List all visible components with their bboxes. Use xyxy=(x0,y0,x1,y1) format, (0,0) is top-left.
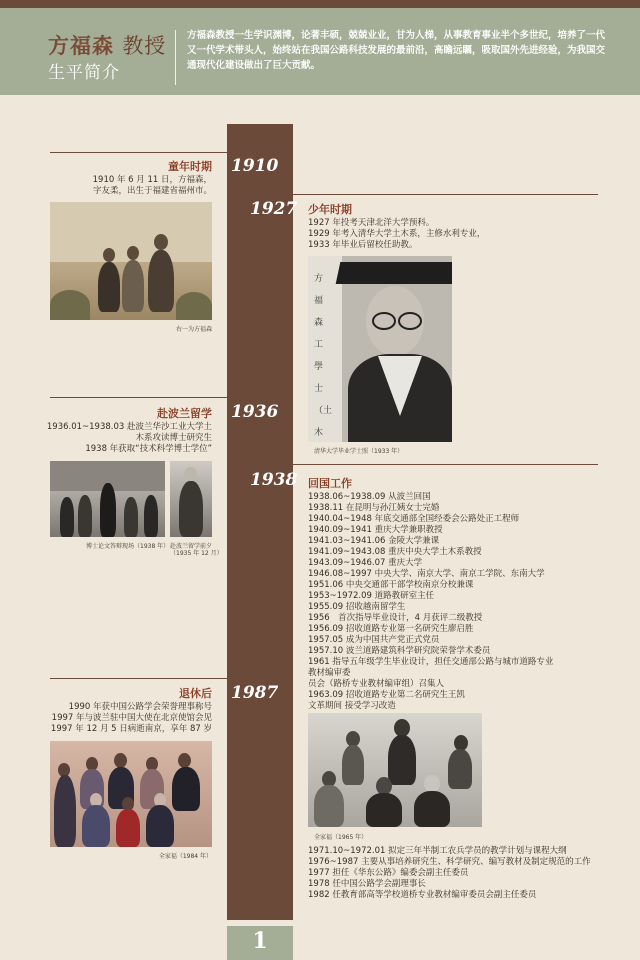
childhood-text xyxy=(50,175,212,197)
text-line: 1961 指导五年级学生毕业设计，担任交通部公路与城市道路专业 xyxy=(308,657,554,667)
family-photo-1984 xyxy=(50,741,212,847)
photo-caption: 清华大学毕业学士照（1933 年） xyxy=(314,448,404,455)
section-title-youth: 少年时期 xyxy=(308,203,352,216)
photo-caption: （1935 年 12 月） xyxy=(170,550,223,557)
graduation-photo xyxy=(308,256,452,442)
return-text xyxy=(308,492,608,712)
year-label: 1987 xyxy=(231,683,279,703)
text-line: 字友柔，出生于福建省福州市。 xyxy=(92,186,212,196)
section-rule xyxy=(293,464,598,465)
name-text: 方福森 xyxy=(48,34,114,58)
text-line: 1997 年 12 月 5 日病逝南京，享年 87 岁 xyxy=(50,724,212,734)
text-line: 1946.08~1997 中央大学、南京大学、南京工学院、东南大学 xyxy=(308,569,545,579)
defense-photo xyxy=(50,461,165,537)
year-label: 1927 xyxy=(250,199,298,219)
timeline-spine xyxy=(227,124,293,920)
text-line: 1955.09 招收越南留学生 xyxy=(308,602,406,612)
family-photo-1965 xyxy=(308,713,482,827)
text-line: 1940.09~1941 重庆大学兼职教授 xyxy=(308,525,443,535)
text-line: 1990 年获中国公路学会荣誉理事称号 xyxy=(68,702,212,712)
text-line: 1982 任教育部高等学校道桥专业教材编审委员会副主任委员 xyxy=(308,890,537,900)
photo-caption: 全家福（1965 年） xyxy=(314,834,368,841)
text-line: 1976~1987 主要从事培养研究生、科学研究、编写教材及制定规范的工作 xyxy=(308,857,591,867)
section-title-childhood: 童年时期 xyxy=(168,160,212,173)
text-line: 1936.01~1938.03 赴波兰华沙工业大学土 xyxy=(46,422,212,432)
return-text-later xyxy=(308,846,608,901)
youth-text xyxy=(308,218,608,251)
text-line: 1938 年获取“技术科学博士学位” xyxy=(85,444,212,454)
section-title-return: 回国工作 xyxy=(308,477,352,490)
text-line: 文革期间 接受学习改造 xyxy=(308,701,396,711)
text-line: 1938.06~1938.09 从波兰回国 xyxy=(308,492,431,502)
text-line: 1978 任中国公路学会副理事长 xyxy=(308,879,426,889)
year-label: 1936 xyxy=(231,402,279,422)
text-line: 1956.09 招收道路专业第一名研究生廖启胜 xyxy=(308,624,474,634)
intro-paragraph: 方福森教授一生学识渊博，论著丰硕，兢兢业业，甘为人梯，从事教育事业半个多世纪，培养了一代又一代学术带头人，始终站在我国公路科技发展的最前沿，高瞻远瞩，吸取国外先进经验，为我国交通现代化建设做出了巨大贡献。 xyxy=(187,30,606,71)
header-band xyxy=(0,8,640,95)
text-line: 1927 年投考天津北洋大学预科。 xyxy=(308,218,435,228)
page-number-box xyxy=(227,926,293,960)
page-subtitle: 生平简介 xyxy=(48,63,120,83)
section-title-retire: 退休后 xyxy=(179,687,212,700)
text-line: 教材编审委 xyxy=(308,668,351,678)
text-line: 1933 年毕业后留校任助教。 xyxy=(308,240,418,250)
section-title-poland: 赴波兰留学 xyxy=(157,407,212,420)
childhood-photo xyxy=(50,202,212,320)
poland-text xyxy=(40,422,212,455)
section-rule xyxy=(50,397,227,398)
text-line: 1941.03~1941.06 金陵大学兼课 xyxy=(308,536,440,546)
year-label: 1938 xyxy=(250,470,298,490)
text-line: 1941.09~1943.08 重庆中央大学土木系教授 xyxy=(308,547,482,557)
text-line: 1943.09~1946.07 重庆大学 xyxy=(308,558,423,568)
photo-caption: 博士论文答辩现场（1938 年） xyxy=(86,543,170,550)
portrait-photo xyxy=(170,461,212,537)
text-line: 1957.05 成为中国共产党正式党员 xyxy=(308,635,440,645)
header-divider xyxy=(175,30,176,85)
text-line: 1910 年 6 月 11 日，方福森， xyxy=(92,175,212,185)
section-rule xyxy=(293,194,598,195)
text-line: 1940.04~1948 年底交通部全国经委会公路处正工程师 xyxy=(308,514,520,524)
photo-inscription: 方福森工學士（土木 xyxy=(314,274,333,438)
page-title xyxy=(48,30,166,60)
text-line: 1997 年与波兰驻中国大使在北京使馆会见 xyxy=(51,713,212,723)
text-line: 1963.09 招收道路专业第二名研究生王凯 xyxy=(308,690,465,700)
text-line: 员会（路桥专业教材编审组）召集人 xyxy=(308,679,445,689)
text-line: 1971.10~1972.01 拟定三年半制工农兵学员的教学计划与课程大纲 xyxy=(308,846,567,856)
top-strip xyxy=(0,0,640,8)
text-line: 1977 担任《华东公路》编委会副主任委员 xyxy=(308,868,469,878)
photo-caption: 赴波兰留学前夕 xyxy=(170,543,213,550)
text-line: 1938.11 在昆明与孙江姨女士完婚 xyxy=(308,503,440,513)
text-line: 1929 年考入清华大学土木系，主修水利专业， xyxy=(308,229,486,239)
text-line: 1956 首次指导毕业设计，4 月获评二级教授 xyxy=(308,613,483,623)
text-line: 1957.10 波兰道路建筑科学研究院荣誉学术委员 xyxy=(308,646,491,656)
text-line: 1953~1972.09 道路教研室主任 xyxy=(308,591,435,601)
retire-text xyxy=(40,702,212,735)
section-rule xyxy=(50,678,227,679)
photo-caption: 右一为方福森 xyxy=(175,326,212,333)
role-text: 教授 xyxy=(122,34,167,58)
text-line: 木系攻读博士研究生 xyxy=(135,433,212,443)
page-number: 1 xyxy=(252,928,268,954)
photo-caption: 全家福（1984 年） xyxy=(158,853,212,860)
section-rule xyxy=(50,152,227,153)
year-label: 1910 xyxy=(231,156,279,176)
text-line: 1951.06 中央交通部干部学校南京分校兼课 xyxy=(308,580,474,590)
